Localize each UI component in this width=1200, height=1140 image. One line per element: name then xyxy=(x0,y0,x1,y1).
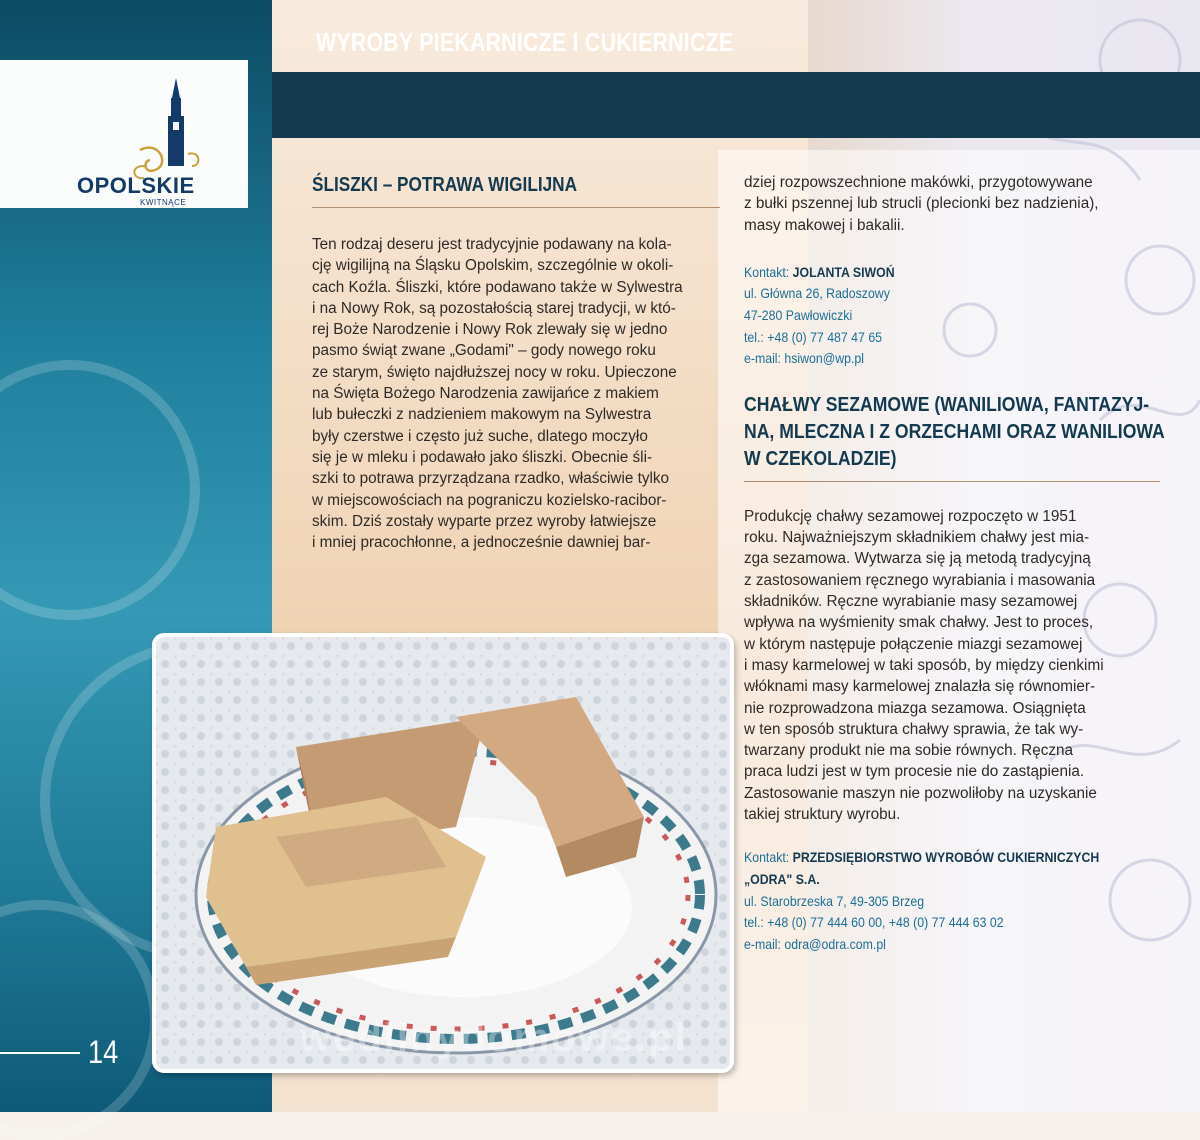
contact-phone: tel.: +48 (0) 77 487 47 65 xyxy=(744,328,883,345)
body-line: na Święta Bożego Narodzenia zawijańce z makiem xyxy=(312,385,659,403)
contact-label: Kontakt: xyxy=(744,849,790,866)
body-line: w ten sposób struktura chałwy sprawia, że tak wy- xyxy=(744,720,1084,738)
page-number-rule xyxy=(0,1052,80,1054)
contact-address: ul. Starobrzeska 7, 49-305 Brzeg xyxy=(744,892,925,909)
body-line: masy makowej i bakalii. xyxy=(744,216,905,234)
section2-rule xyxy=(744,481,1160,482)
body-line: Produkcję chałwy sezamowej rozpoczęto w 1951 xyxy=(744,507,1077,525)
contact-odra xyxy=(744,847,1114,955)
contact-email[interactable]: e-mail: hsiwon@wp.pl xyxy=(744,350,865,367)
body-line: praca ludzi jest w tym procesie nie do zastąpienia. xyxy=(744,763,1085,781)
halva-photo xyxy=(152,633,734,1073)
right-column xyxy=(744,172,1164,955)
body-line: się je w mleku i podawało jako śliszki. Obecnie śli- xyxy=(312,448,653,466)
title-line: CHAŁWY SEZAMOWE (WANILIOWA, FANTAZYJ- xyxy=(744,393,1150,416)
section2-title xyxy=(744,392,1165,473)
page-title: WYROBY PIEKARNICZE I CUKIERNICZE xyxy=(316,27,734,57)
body-line: zga sezamowa. Wytwarza się ją metodą tradycyjną xyxy=(744,550,1091,568)
section1-title: ŚLISZKI – POTRAWA WIGILIJNA xyxy=(312,174,578,196)
left-column xyxy=(312,172,720,553)
decor-swirl xyxy=(0,360,200,620)
body-line: cach Koźla. Śliszki, które podawano także w Sylwestra xyxy=(312,278,683,296)
body-line: i masy karmelowej w taki sposób, by między cienkimi xyxy=(744,656,1104,674)
contact-email[interactable]: e-mail: odra@odra.com.pl xyxy=(744,935,886,952)
body-line: były czerstwe i często już suche, dlatego moczyło xyxy=(312,427,648,445)
body-line: roku. Najważniejszym składnikiem chałwy jest mia- xyxy=(744,529,1090,547)
header-navy-strip xyxy=(272,72,1200,138)
contact-siwon xyxy=(744,262,1114,370)
body-line: w miejscowościach na pograniczu kozielsko-racibor- xyxy=(312,491,667,509)
body-line: Ten rodzaj deseru jest tradycyjnie podawany na kola- xyxy=(312,236,672,253)
contact-name: PRZEDSIĘBIORSTWO WYROBÓW CUKIERNICZYCH xyxy=(792,849,1100,866)
section2-body xyxy=(744,506,1164,825)
section1-rule xyxy=(312,207,720,208)
body-line: skim. Dziś zostały wyparte przez wyroby łatwiejsze xyxy=(312,512,657,530)
body-line: z zastosowaniem ręcznego wyrabiania i masowania xyxy=(744,571,1096,589)
body-line: składników. Ręczne wyrabianie masy sezamowej xyxy=(744,593,1078,611)
body-line: lub bułeczki z nadzieniem makowym na Sylwestra xyxy=(312,406,652,424)
body-line: Zastosowanie maszyn nie pozwoliłoby na uzyskanie xyxy=(744,784,1097,802)
contact-name-cont: „ODRA" S.A. xyxy=(744,870,820,887)
contact-name: JOLANTA SIWOŃ xyxy=(792,263,895,280)
body-line: ze starym, święto najdłuższej nocy w roku. Upieczone xyxy=(312,363,677,381)
page-number: 14 xyxy=(88,1034,119,1070)
body-line: dziej rozpowszechnione makówki, przygotowywane xyxy=(744,174,1093,191)
body-line: takiej struktury wyrobu. xyxy=(744,806,901,824)
body-line: i mniej pracochłonne, a jednocześnie dawniej bar- xyxy=(312,534,651,552)
section1-continued xyxy=(744,172,1164,236)
title-line: NA, MLECZNA I Z ORZECHAMI ORAZ WANILIOWA xyxy=(744,420,1165,443)
title-line: W CZEKOLADZIE) xyxy=(744,447,897,470)
body-line: i na Nowy Rok, są pozostałością starej tradycji, w któ- xyxy=(312,299,676,317)
body-line: szki to potrawa przyrządzana rzadko, właściwie tylko xyxy=(312,470,670,488)
body-line: wpływa na wyśmienity smak chałwy. Jest to proces, xyxy=(744,614,1094,632)
body-line: rej Boże Narodzenie i Nowy Rok zlewały się w jedno xyxy=(312,321,668,339)
section1-body xyxy=(312,234,720,553)
halva-plate-image xyxy=(156,637,730,1069)
watermark: wedlinydomowe.pl xyxy=(300,1016,688,1060)
logo-wordmark: OPOLSKIE xyxy=(77,173,195,198)
body-line: nie rozprowadzona miazga sezamowa. Osiągnięta xyxy=(744,699,1086,717)
body-line: z bułki pszennej lub strucli (plecionki bez nadzienia), xyxy=(744,195,1099,213)
contact-phone: tel.: +48 (0) 77 444 60 00, +48 (0) 77 444 63 02 xyxy=(744,914,1004,931)
section2-heading xyxy=(744,392,1164,482)
contact-address: ul. Główna 26, Radoszowy xyxy=(744,285,890,302)
body-line: włóknami masy karmelowej znalazła się równomier- xyxy=(744,678,1096,696)
body-line: pasmo świąt zwane „Godami" – gody nowego roku xyxy=(312,342,656,360)
contact-label: Kontakt: xyxy=(744,263,790,280)
body-line: cję wigilijną na Śląsku Opolskim, szczególnie w okoli- xyxy=(312,257,674,275)
body-line: twarzany produkt nie ma sobie równych. Ręczna xyxy=(744,742,1074,760)
contact-postal: 47-280 Pawłowiczki xyxy=(744,307,853,324)
logo-subtitle: KWITNĄCE xyxy=(140,198,187,207)
body-line: w którym następuje połączenie miazgi sezamowej xyxy=(744,635,1083,653)
